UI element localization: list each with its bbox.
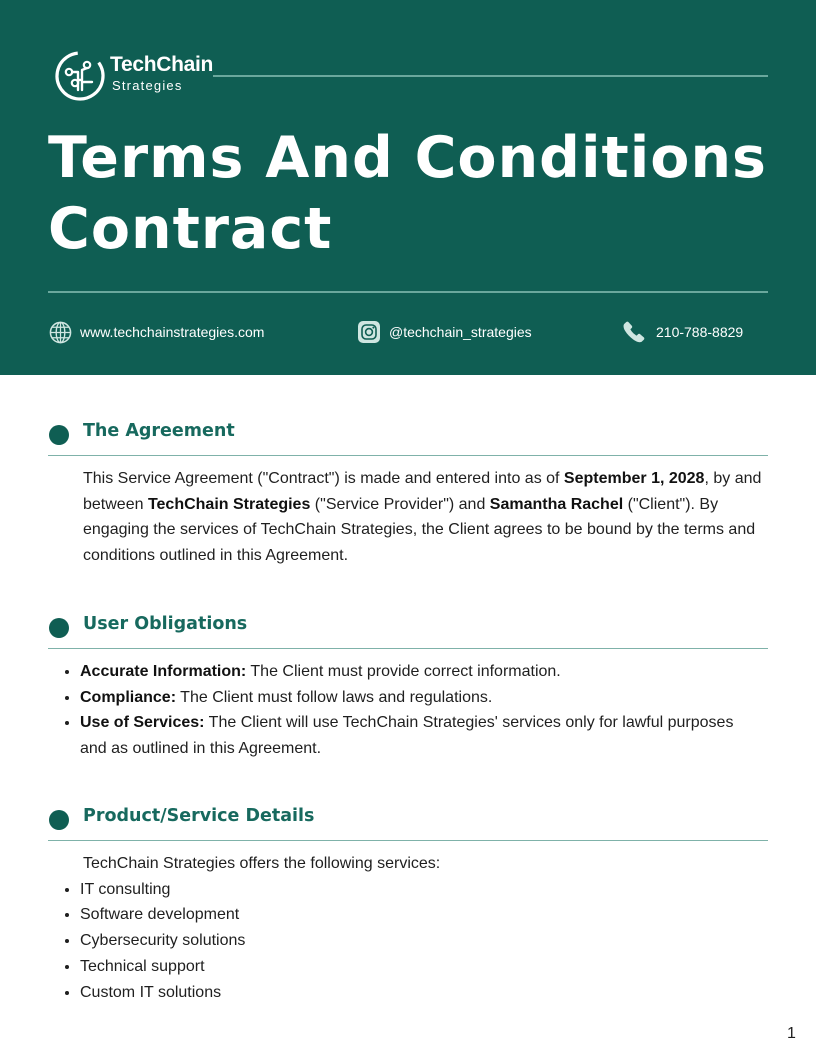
phone-text: 210-788-8829	[656, 324, 744, 340]
website-text: www.techchainstrategies.com	[80, 324, 265, 340]
obligations-list	[48, 659, 763, 762]
agreement-date: September 1, 2028	[563, 470, 705, 487]
list-item	[80, 659, 763, 685]
list-item: • Cybersecurity solutions	[80, 928, 763, 954]
header-banner	[0, 0, 816, 375]
page-title: Terms And Conditions Contract	[48, 125, 767, 262]
instagram-text: @techchain_strategies	[389, 324, 532, 340]
section-divider	[48, 455, 768, 456]
logo-tagline: Strategies	[112, 78, 183, 93]
phone-icon	[622, 320, 646, 344]
services-intro: TechChain Strategies offers the following services:	[83, 855, 441, 872]
services-content	[48, 851, 763, 1005]
contact-instagram[interactable]	[357, 319, 532, 345]
page-number: 1	[787, 1025, 796, 1042]
obligation-label: Accurate Information:	[80, 663, 247, 680]
section-bullet-icon	[49, 425, 69, 445]
section-bullet-icon	[49, 618, 69, 638]
section-header	[48, 418, 768, 448]
section-agreement	[48, 418, 768, 578]
obligation-text: The Client will use TechChain Strategies' services only for lawful purposes and as outlined in this Agreement.	[80, 714, 734, 758]
agreement-text: , by and between	[83, 470, 762, 513]
obligation-text: The Client must follow laws and regulations.	[176, 688, 493, 706]
provider-name: TechChain Strategies	[147, 495, 311, 513]
list-item	[80, 710, 763, 761]
section-service-details	[48, 803, 768, 1008]
obligation-text: The Client must provide correct information.	[246, 663, 561, 680]
section-divider	[48, 840, 768, 841]
header-divider-top	[213, 75, 768, 77]
company-logo	[54, 50, 214, 102]
client-name: Samantha Rachel	[489, 495, 624, 513]
obligation-label: Use of Services:	[80, 714, 205, 732]
agreement-text: This Service Agreement ("Contract") is made and entered into as of	[83, 470, 564, 487]
section-title: User Obligations	[83, 614, 248, 634]
list-item: • Technical support	[80, 954, 763, 980]
section-title: The Agreement	[83, 421, 235, 441]
list-item	[80, 685, 763, 711]
agreement-text: ("Service Provider") and	[310, 495, 490, 513]
services-list	[48, 877, 763, 1006]
logo-icon	[54, 50, 106, 102]
section-divider	[48, 648, 768, 649]
section-header	[48, 611, 768, 641]
list-item: • Custom IT solutions	[80, 980, 763, 1006]
list-item: • Software development	[80, 902, 763, 928]
header-divider-bottom	[48, 291, 768, 293]
section-user-obligations	[48, 611, 768, 771]
contact-website[interactable]	[48, 319, 264, 345]
globe-icon	[48, 320, 72, 344]
logo-name: TechChain	[110, 53, 214, 76]
section-title: Product/Service Details	[83, 806, 315, 826]
section-header	[48, 803, 768, 833]
instagram-icon	[357, 320, 381, 344]
contact-phone[interactable]	[622, 319, 743, 345]
obligations-list-wrap	[48, 659, 763, 762]
list-item: • IT consulting	[80, 877, 763, 903]
obligation-label: Compliance:	[80, 688, 177, 706]
section-bullet-icon	[49, 810, 69, 830]
agreement-paragraph	[83, 466, 763, 569]
agreement-text: ("Client"). By engaging the services of TechChain Strategies, the Client agrees to be bound by the terms and conditions outlined in this Agreement.	[83, 495, 756, 565]
